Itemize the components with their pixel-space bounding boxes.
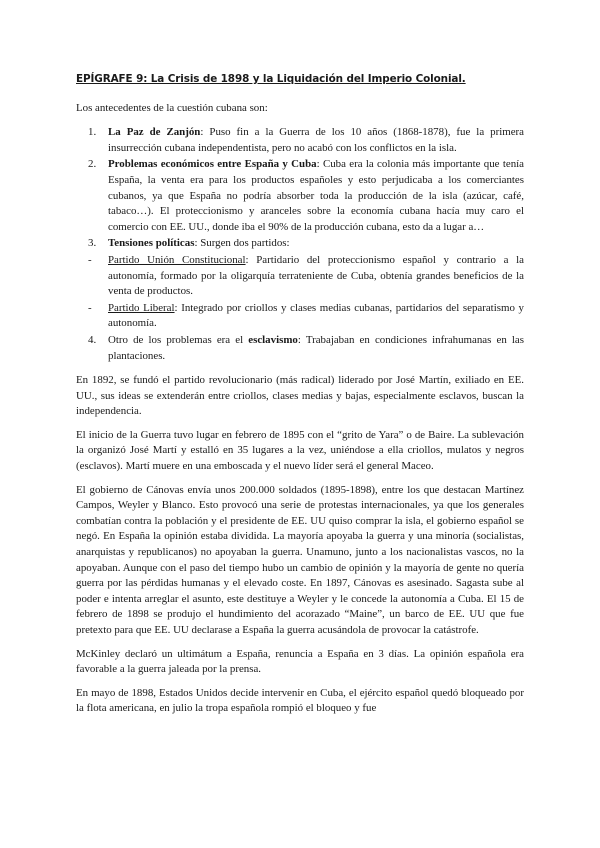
list-item-term: La Paz de Zanjón [108,126,201,139]
list-item-text: : Puso fin a la Guerra de los 10 años (1868-1878), fue la primera insurrección cubana independentista, pero no acabó con los conflictos en la isla. [108,126,524,154]
list-item-term: Problemas económicos entre España y Cuba [108,158,317,171]
body-paragraph: El gobierno de Cánovas envía unos 200.000 soldados (1895-1898), entre los que destacan Martínez Campos, Weyler y Blanco. Esto provocó una serie de protestas internacionales, ya que los generales combatían contra la población y el presidente de EE. UU quiso comprar la isla, el gobierno español se negó. En España la opinión estaba dividida. La mayoría apoyaba la guerra y una minoría (socialistas, anarquistas y republicanos) no apoyaban la guerra. Unamuno, junto a los nacionalistas vascos, no la apoyaban. Aunque con el paso del tiempo hubo un cambio de opinión y la mayoría de gente no quería guerra por las pérdidas humanas y el elevado coste. En 1897, Cánovas es asesinado. Sagasta sube al poder e intenta arreglar el asunto, este destituye a Weyler y le concede la autonomía a Cuba. El 15 de febrero de 1898 se produjo el hundimiento del acorazado “Maine”, un barco de EE. UU que fue pretexto para que EE. UU declarase a España la guerra acusándola de provocar la catástrofe. [76,483,524,636]
party-name: Partido Unión Constitucional [108,253,246,266]
sub-list-item [76,301,524,332]
sub-list-dash: - [88,253,92,266]
sub-list-text: : Partidario del proteccionismo español y contrario a la autonomía, formado por la oligarquía terrateniente de Cuba, obtenía grandes beneficios de la venta de productos. [108,253,524,298]
list-item [76,236,524,252]
list-item [76,333,524,364]
intro-paragraph: Los antecedentes de la cuestión cubana son: [76,101,268,114]
page-title: EPÍGRAFE 9: La Crisis de 1898 y la Liquidación del Imperio Colonial. [76,73,466,85]
list-item [76,125,524,156]
list-item-text: Otro de los problemas era el [108,333,249,346]
list-item-text: : Surgen dos partidos: [194,237,290,250]
list-item-term: esclavismo [248,333,298,346]
body-paragraph: El inicio de la Guerra tuvo lugar en febrero de 1895 con el “grito de Yara” o de Baire. La sublevación la organizó José Martí y estalló en 35 lugares a la vez, uniéndose a ella criollos, mulatos y negros (esclavos). Martí muere en una emboscada y el nuevo líder será el general Maceo. [76,428,524,473]
sub-list-item [76,253,524,300]
list-item-number: 4. [88,333,97,346]
list-item-number: 3. [88,237,97,250]
sub-list-dash: - [88,301,92,314]
list-item-text: : Cuba era la colonia más importante que tenía España, la venta era para los productos españoles y esto perjudicaba a los comerciantes cubanos, ya que España no podría absorber toda la producción de la isla (azúcar, café, tabaco…). El proteccionismo y aranceles sobre la economía cubana hacía muy caro el comercio con EE. UU., donde iba el 90% de la producción cubana, esto da a lugar a… [108,158,524,233]
list-item-number: 2. [88,158,97,171]
antecedents-list [76,125,524,364]
list-item-text: : Trabajaban en condiciones infrahumanas en las plantaciones. [108,333,524,362]
body-paragraph: En mayo de 1898, Estados Unidos decide intervenir en Cuba, el ejército español quedó bloqueado por la flota americana, en julio la tropa española rompió el bloqueo y fue [76,686,524,715]
list-item-term: Tensiones políticas [108,237,195,250]
list-item [76,157,524,235]
party-name: Partido Liberal [108,301,175,314]
body-paragraph: McKinley declaró un ultimátum a España, renuncia a España en 3 días. La opinión española era favorable a la guerra jaleada por la prensa. [76,647,524,676]
body-paragraph: En 1892, se fundó el partido revolucionario (más radical) liderado por José Martín, exiliado en EE. UU., sus ideas se extenderán entre criollos, clases medias y bajas, especialmente esclavos, buscan la independencia. [76,374,524,418]
sub-list-text: : Integrado por criollos y clases medias cubanas, partidarios del separatismo y autonomía. [108,301,524,330]
list-item-number: 1. [88,126,97,139]
